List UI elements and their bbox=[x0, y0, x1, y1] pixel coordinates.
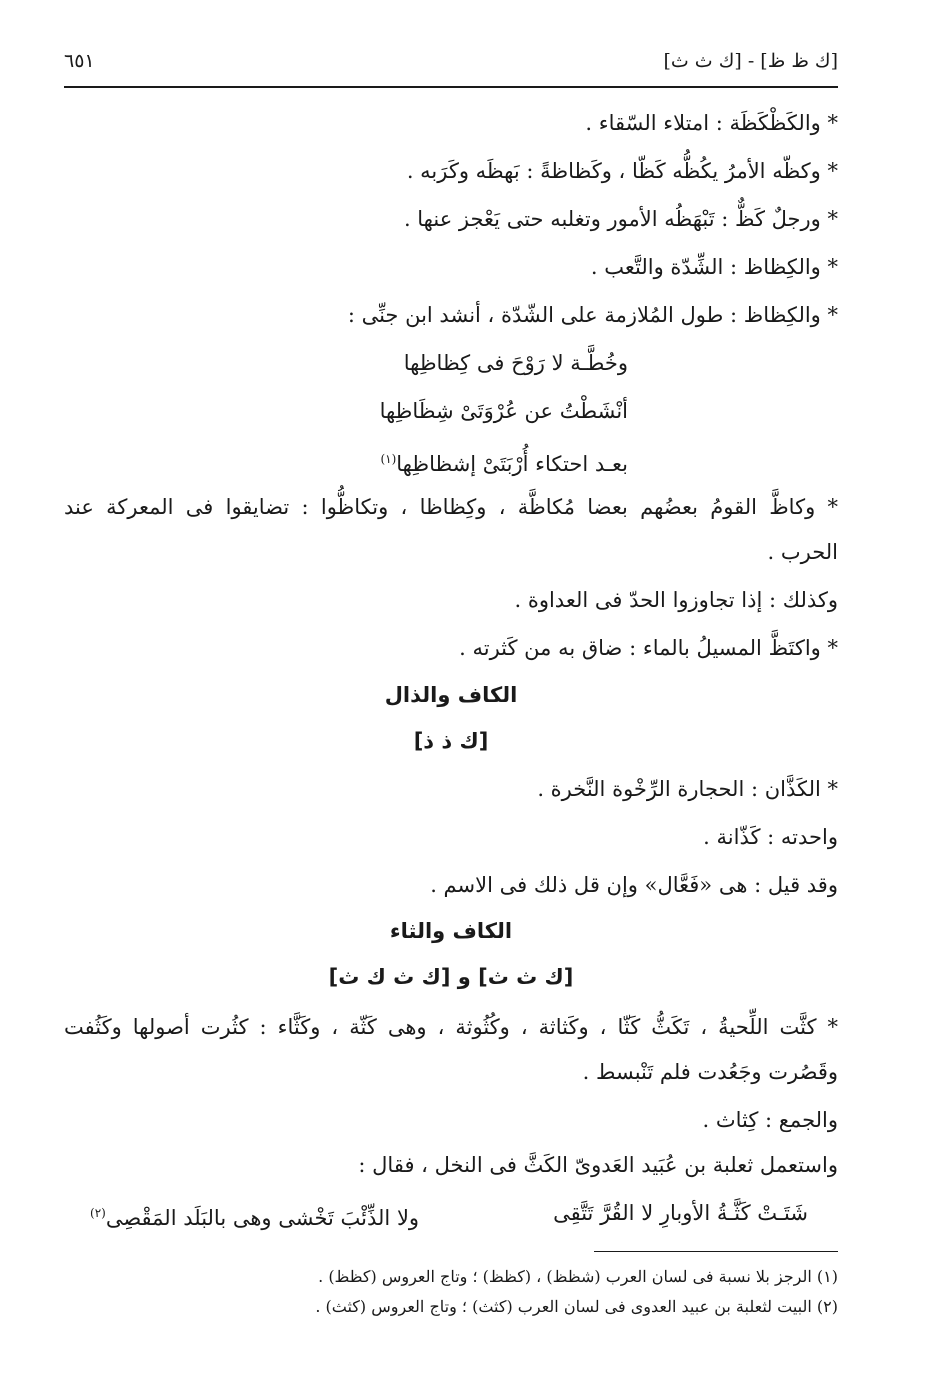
footnote: (٢) البيت لثعلبة بن عبيد العدوى فى لسان العرب (كثث) ؛ وتاج العروس (كثث) . bbox=[315, 1297, 838, 1316]
header-rule bbox=[64, 86, 838, 88]
entry-line: واستعمل ثعلبة بن عُبَيد العَدوىّ الكَثَّ فى النخل ، فقال : bbox=[358, 1153, 838, 1177]
root-heading: [ك ذ ذ] bbox=[413, 729, 489, 753]
entry-line: وقد قيل : هى «فَعَّال» وإن قل ذلك فى الاسم . bbox=[430, 873, 838, 897]
paragraph-line: * كثَّت اللِّحيةُ ، تَكَثُّ كَثّا ، وكَثاثة ، وكُثُوثة ، وهى كَثّة ، وكَثَّاء : كثُرت أصولها وكَثُفت bbox=[64, 1015, 838, 1039]
poem-line: أنْشَطْتُ عن عُرْوَتَىْ شِظَاظِها bbox=[379, 399, 628, 423]
entry-line: * واكتَظَّ المسيلُ بالماء : ضاق به من كَثرته . bbox=[459, 636, 838, 660]
verse-line bbox=[90, 1198, 808, 1233]
verse-hemistich-right: شَتَـتْ كَثَّـةُ الأوبارِ لا القُرَّ تَتَّقِى bbox=[553, 1201, 808, 1225]
verse-hemistich-left bbox=[90, 1198, 419, 1233]
entry-line: واحدته : كَذّانة . bbox=[703, 825, 838, 849]
paragraph-line: وقَصُرت وجَعُدت فلم تَنْبسط . bbox=[582, 1060, 838, 1084]
footnote: (١) الرجز بلا نسبة فى لسان العرب (شظظ) ، (كظظ) ؛ وتاج العروس (كظظ) . bbox=[318, 1267, 838, 1286]
section-heading: الكاف والثاء bbox=[389, 919, 513, 943]
entry-line: والجمع : كِثاث . bbox=[702, 1108, 838, 1132]
footnote-marker: (٢) bbox=[90, 1206, 106, 1220]
paragraph-line: الحرب . bbox=[767, 540, 838, 564]
poem-line bbox=[60, 444, 628, 479]
entry-line: * والكِظاظ : الشِّدّة والتَّعب . bbox=[590, 255, 838, 279]
section-heading: الكاف والذال bbox=[384, 683, 518, 707]
root-heading: [ك ث ث] و [ك ث ك ث] bbox=[328, 965, 574, 989]
entry-line: * الكَذَّان : الحجارة الرِّخْوة النَّخرة . bbox=[537, 777, 838, 801]
footnote-marker: (١) bbox=[380, 452, 397, 466]
header-title: [ك ظ ظ] - [ك ث ث] bbox=[663, 50, 838, 72]
paragraph-line: * وكاظَّ القومُ بعضُهم بعضا مُكاظَّة ، وكِظاظا ، وتكاظُّوا : تضايقوا فى المعركة عند bbox=[64, 495, 838, 519]
poem-line-text: بعـد احتكاء أُرْبَتَىْ إشظاظِها bbox=[396, 452, 628, 476]
page-number: ٦٥١ bbox=[64, 50, 95, 72]
running-header bbox=[64, 50, 838, 80]
poem-line: وخُطَّـة لا رَوْحَ فى كِظاظِها bbox=[403, 351, 628, 375]
entry-line: وكذلك : إذا تجاوزوا الحدّ فى العداوة . bbox=[514, 588, 838, 612]
entry-line: * والكَظْكَظَة : امتلاء السّقاء . bbox=[585, 111, 838, 135]
entry-line: * وكظّه الأمرُ يكُظُّه كَظّا ، وكَظاظةً : بَهظَه وكَرَبه . bbox=[406, 159, 838, 183]
verse-hemistich-left-text: ولا الذِّئْبَ تَخْشى وهى بالبَلَد المَقْصِى bbox=[105, 1206, 420, 1230]
footnote-rule bbox=[594, 1251, 838, 1252]
entry-line: * والكِظاظ : طول المُلازمة على الشّدّة ، أنشد ابن جنِّى : bbox=[347, 303, 838, 327]
entry-line: * ورجلٌ كَظٌّ : تَبْهَظُه الأمور وتغلبه حتى يَعْجز عنها . bbox=[403, 207, 838, 231]
